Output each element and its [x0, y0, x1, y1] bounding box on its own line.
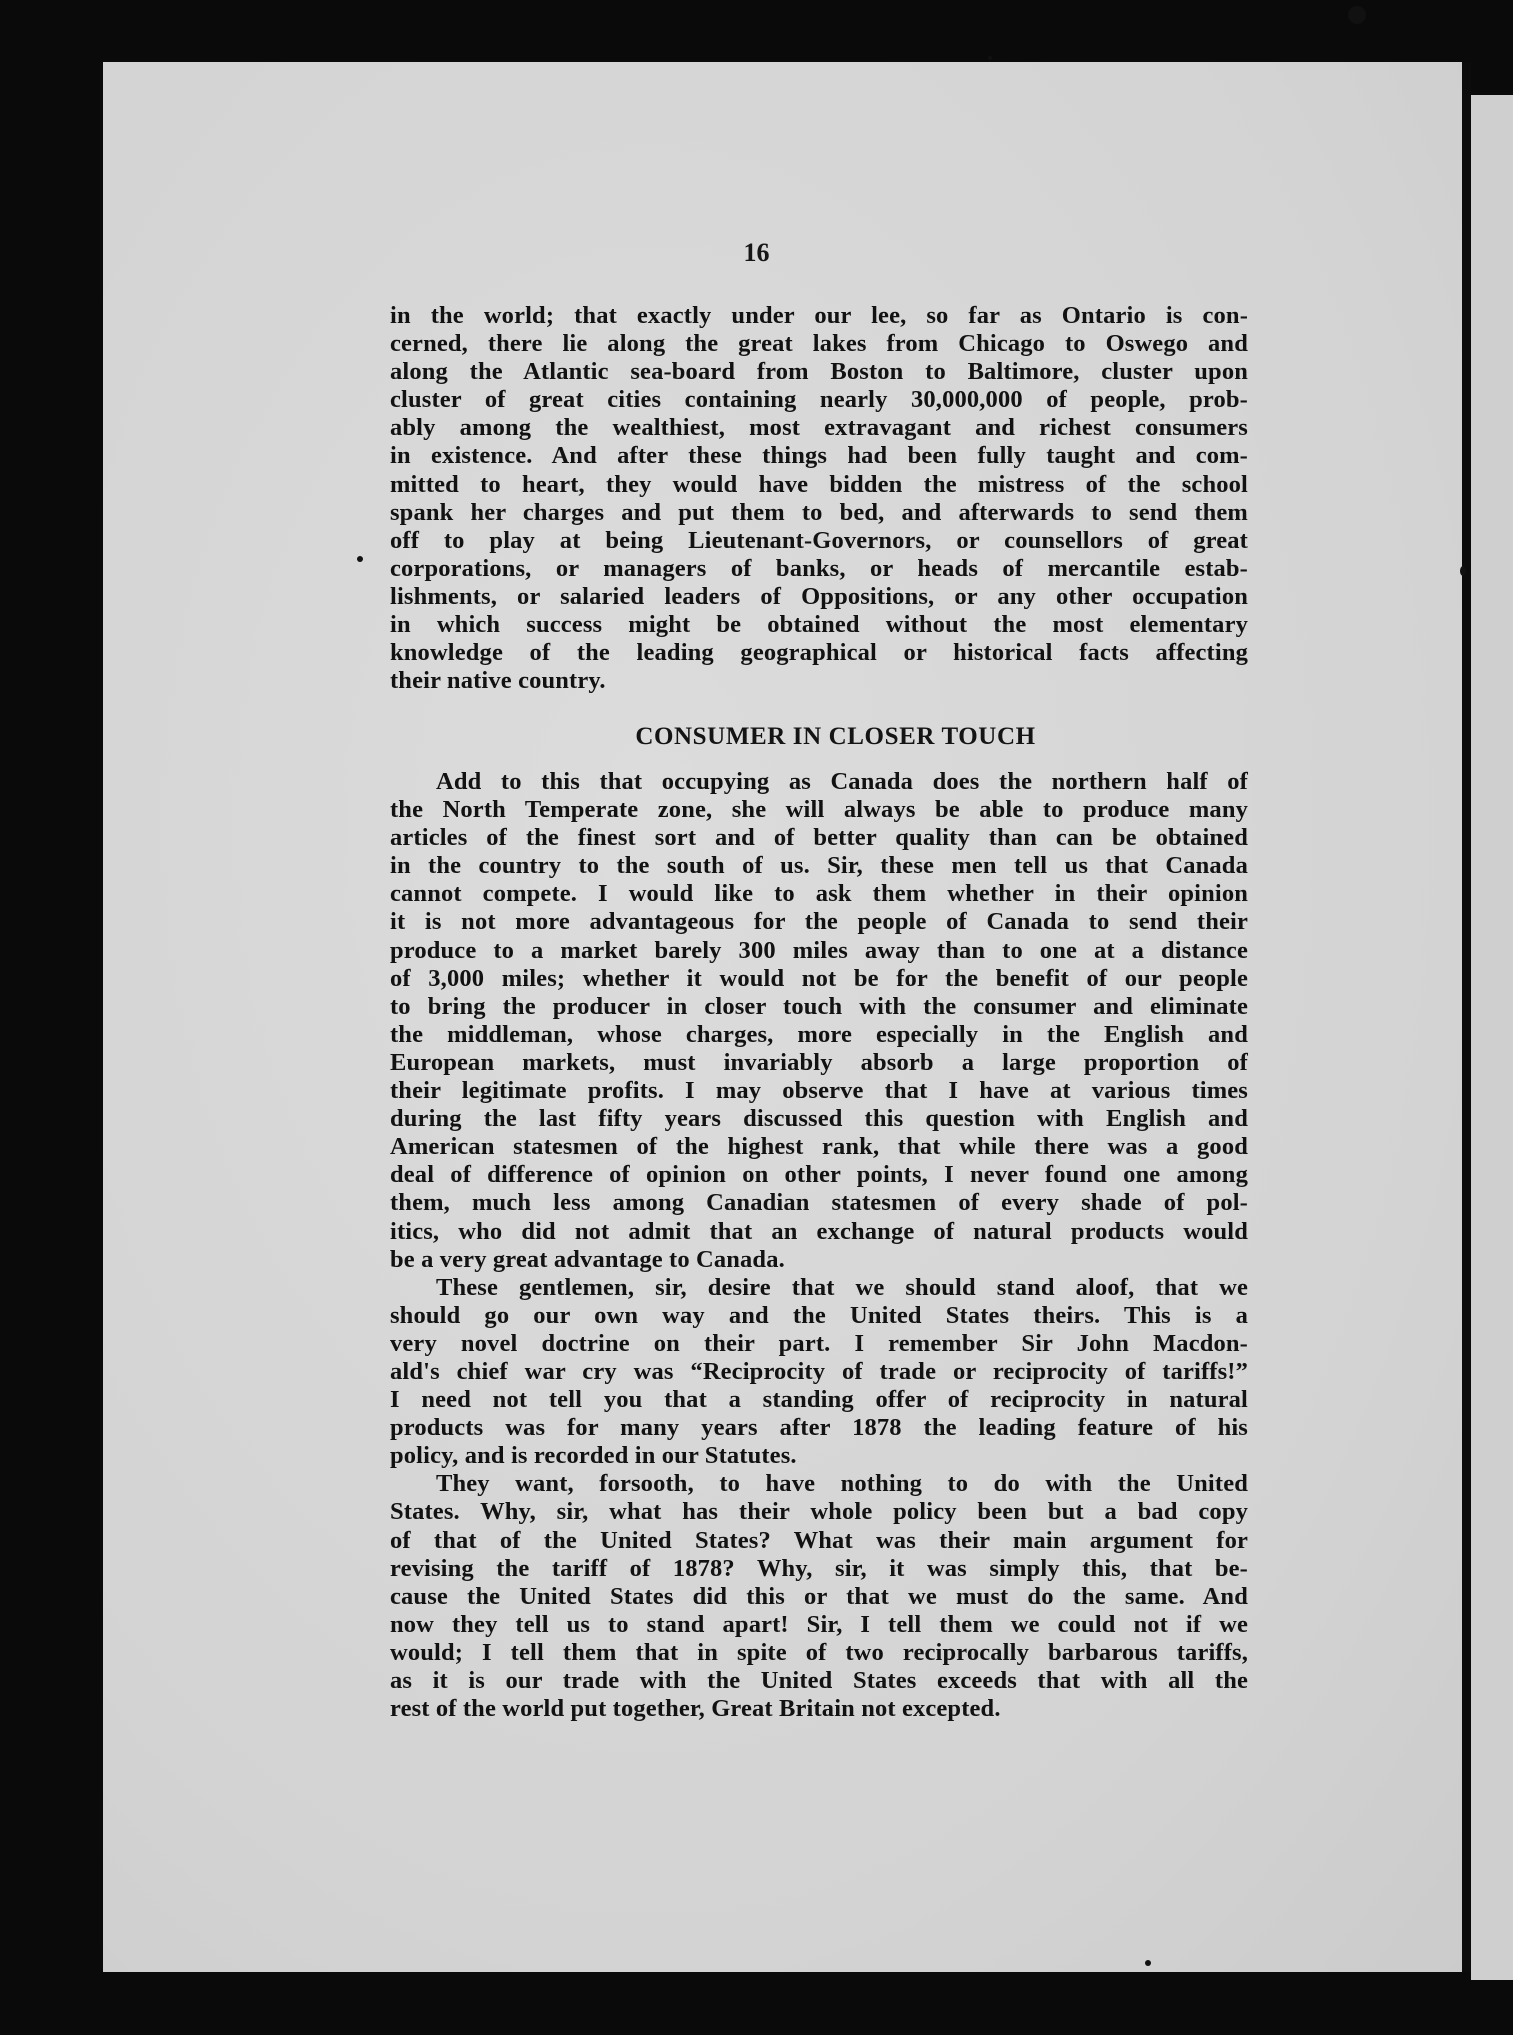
text-line: cause the United States did this or that we must do the same. And — [390, 1582, 1248, 1610]
next-page-edge — [1471, 95, 1513, 1980]
text-line: very novel doctrine on their part. I remember Sir John Macdon- — [390, 1329, 1248, 1357]
text-line: it is not more advantageous for the people of Canada to send their — [390, 908, 1248, 936]
text-line: would; I tell them that in spite of two reciprocally barbarous tariffs, — [390, 1638, 1248, 1666]
text-line: in the country to the south of us. Sir, these men tell us that Canada — [390, 852, 1248, 880]
text-line: during the last fifty years discussed this question with English and — [390, 1105, 1248, 1133]
text-line: should go our own way and the United States theirs. This is a — [390, 1301, 1248, 1329]
text-line: European markets, must invariably absorb a large proportion of — [390, 1048, 1248, 1076]
text-line: I need not tell you that a standing offer of reciprocity in natural — [390, 1386, 1248, 1414]
text-line: be a very great advantage to Canada. — [390, 1245, 785, 1273]
text-line: cerned, there lie along the great lakes from Chicago to Oswego and — [390, 330, 1248, 358]
text-line: mitted to heart, they would have bidden the mistress of the school — [390, 470, 1248, 498]
paragraph-1 — [390, 302, 1248, 695]
page-number: 16 — [743, 238, 770, 267]
text-line: off to play at being Lieutenant-Governors, or counsellors of great — [390, 526, 1248, 554]
text-line: the North Temperate zone, she will always be able to produce many — [390, 796, 1248, 824]
text-line: policy, and is recorded in our Statutes. — [390, 1442, 797, 1470]
text-line: States. Why, sir, what has their whole policy been but a bad copy — [390, 1498, 1248, 1526]
text-line: cannot compete. I would like to ask them whether in their opinion — [390, 880, 1248, 908]
scan-speck — [988, 56, 992, 60]
scan-speck — [357, 556, 363, 562]
text-line: them, much less among Canadian statesmen of every shade of pol- — [390, 1189, 1248, 1217]
page-gutter — [1462, 62, 1471, 1972]
text-line: knowledge of the leading geographical or historical facts affecting — [390, 639, 1248, 667]
text-line: Add to this that occupying as Canada does the northern half of — [436, 768, 1248, 795]
scan-speck — [1460, 566, 1466, 576]
paragraph-2 — [390, 768, 1248, 1723]
text-line: lishments, or salaried leaders of Oppositions, or any other occupation — [390, 582, 1248, 610]
section-heading: CONSUMER IN CLOSER TOUCH — [635, 723, 1036, 750]
text-line: ably among the wealthiest, most extravagant and richest consumers — [390, 414, 1248, 442]
text-line: These gentlemen, sir, desire that we should stand aloof, that we — [436, 1273, 1248, 1301]
text-line: of that of the United States? What was their main argument for — [390, 1526, 1248, 1554]
text-line: articles of the finest sort and of better quality than can be obtained — [390, 824, 1248, 852]
text-line: rest of the world put together, Great Britain not excepted. — [390, 1695, 1001, 1723]
text-line: as it is our trade with the United States exceeds that with all the — [390, 1667, 1248, 1694]
text-line: their legitimate profits. I may observe that I have at various times — [390, 1077, 1248, 1105]
text-line: in which success might be obtained without the most elementary — [390, 611, 1248, 639]
text-line: now they tell us to stand apart! Sir, I tell them we could not if we — [390, 1610, 1248, 1638]
text-line: deal of difference of opinion on other points, I never found one among — [390, 1161, 1248, 1189]
text-line: corporations, or managers of banks, or heads of mercantile estab- — [390, 554, 1248, 582]
text-line: in the world; that exactly under our lee, so far as Ontario is con- — [390, 302, 1248, 329]
text-line: cluster of great cities containing nearly 30,000,000 of people, prob- — [390, 386, 1248, 414]
text-line: produce to a market barely 300 miles away than to one at a distance — [390, 936, 1248, 964]
text-line: itics, who did not admit that an exchange of natural products would — [390, 1217, 1248, 1245]
text-line: They want, forsooth, to have nothing to do with the United — [436, 1470, 1248, 1498]
text-line: revising the tariff of 1878? Why, sir, it was simply this, that be- — [390, 1554, 1248, 1582]
text-line: ald's chief war cry was “Reciprocity of trade or reciprocity of tariffs!” — [390, 1357, 1248, 1385]
text-line: American statesmen of the highest rank, that while there was a good — [390, 1133, 1248, 1161]
text-line: to bring the producer in closer touch with the consumer and eliminate — [390, 992, 1248, 1020]
text-line: along the Atlantic sea-board from Boston to Baltimore, cluster upon — [390, 358, 1248, 386]
text-line: their native country. — [390, 667, 606, 695]
scan-speck — [1145, 1960, 1151, 1966]
text-line: spank her charges and put them to bed, and afterwards to send them — [390, 498, 1248, 526]
text-line: of 3,000 miles; whether it would not be for the benefit of our people — [390, 964, 1248, 992]
text-line: the middleman, whose charges, more especially in the English and — [390, 1020, 1248, 1048]
text-line: in existence. And after these things had been fully taught and com- — [390, 442, 1248, 470]
scan-speck — [1348, 6, 1366, 24]
text-line: products was for many years after 1878 the leading feature of his — [390, 1414, 1248, 1442]
